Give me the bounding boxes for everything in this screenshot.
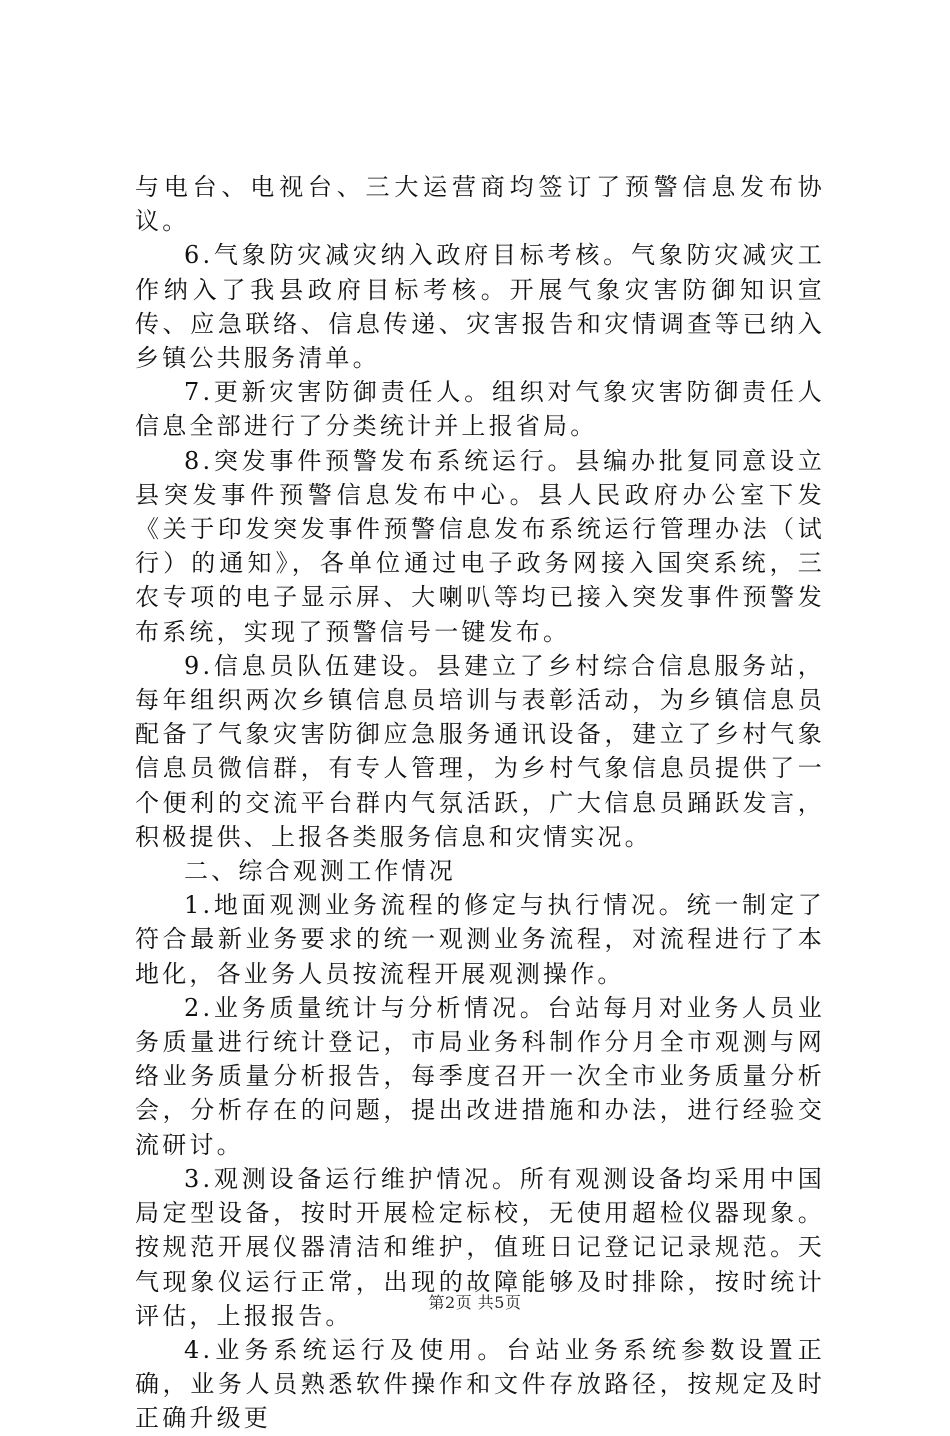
paragraph-7: 1.地面观测业务流程的修定与执行情况。统一制定了符合最新业务要求的统一观测业务流程，对流程进行了本地化，各业务人员按流程开展观测操作。 — [135, 891, 825, 988]
paragraph-1: 与电台、电视台、三大运营商均签订了预警信息发布协议。 — [135, 173, 825, 236]
section-heading: 二、综合观测工作情况 — [184, 857, 456, 886]
paragraph-10: 4.业务系统运行及使用。台站业务系统参数设置正确，业务人员熟悉软件操作和文件存放路径，按规定及时正确升级更 — [135, 1335, 825, 1433]
paragraph-8: 2.业务质量统计与分析情况。台站每月对业务人员业务质量进行统计登记，市局业务科制作分月全市观测与网络业务质量分析报告，每季度召开一次全市业务质量分析会，分析存在的问题，提出改进措施和办法，进行经验交流研讨。 — [135, 993, 825, 1159]
paragraph-3: 7.更新灾害防御责任人。组织对气象灾害防御责任人信息全部进行了分类统计并上报省局。 — [135, 378, 825, 441]
document-body — [135, 170, 825, 1436]
paragraph-2: 6.气象防灾减灾纳入政府目标考核。气象防灾减灾工作纳入了我县政府目标考核。开展气象灾害防御知识宣传、应急联络、信息传递、灾害报告和灾情调查等已纳入乡镇公共服务清单。 — [135, 241, 825, 373]
page-number-footer: 第2页 共5页 — [428, 1293, 522, 1312]
paragraph-5: 9.信息员队伍建设。县建立了乡村综合信息服务站，每年组织两次乡镇信息员培训与表彰活动，为乡镇信息员配备了气象灾害防御应急服务通讯设备，建立了乡村气象信息员微信群，有专人管理，为乡村气象信息员提供了一个便利的交流平台群内气氛活跃，广大信息员踊跃发言，积极提供、上报各类服务信息和灾情实况。 — [135, 651, 825, 851]
paragraph-9: 3.观测设备运行维护情况。所有观测设备均采用中国局定型设备，按时开展检定标校，无使用超检仪器现象。按规范开展仪器清洁和维护，值班日记登记记录规范。天气现象仪运行正常，出现的故障能够及时排除，按时统计评估，上报报告。 — [135, 1164, 825, 1330]
paragraph-4: 8.突发事件预警发布系统运行。县编办批复同意设立县突发事件预警信息发布中心。县人民政府办公室下发《关于印发突发事件预警信息发布系统运行管理办法（试行）的通知》，各单位通过电子政务网接入国突系统，三农专项的电子显示屏、大喇叭等均已接入突发事件预警发布系统，实现了预警信号一键发布。 — [135, 446, 825, 646]
